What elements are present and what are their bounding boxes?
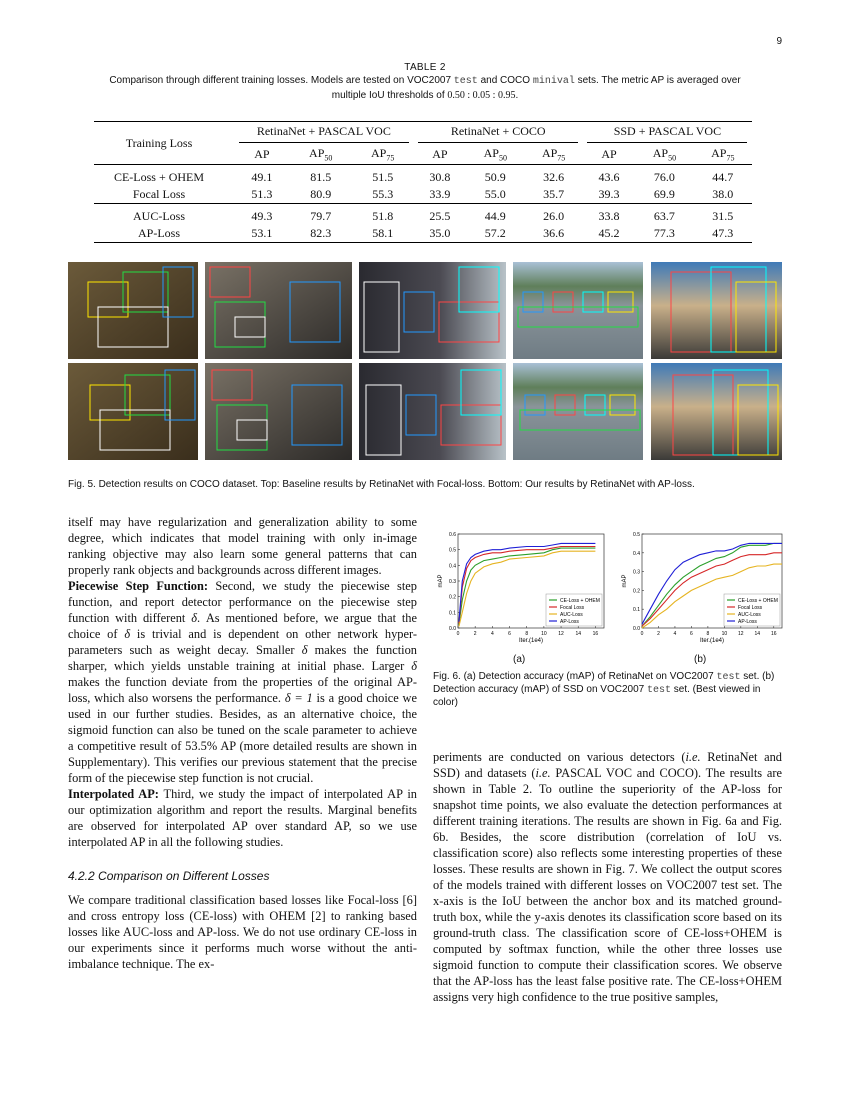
legend-entry: AUC-Loss: [560, 612, 583, 618]
detection-image: [205, 363, 352, 460]
x-tick-label: 4: [490, 631, 494, 637]
table-cell: 51.5: [372, 170, 394, 184]
table-cell: 39.3: [583, 186, 635, 204]
legend-entry: AP-Loss: [738, 619, 757, 625]
x-tick-label: 10: [541, 631, 547, 637]
table-cell: 57.2: [466, 225, 524, 243]
table-cell: 35.0: [414, 225, 466, 243]
table-cell: 33.8: [598, 209, 620, 223]
table-cell: 50.9: [484, 170, 506, 184]
row-label: CE-Loss + OHEM: [113, 170, 205, 184]
x-tick-label: 0: [640, 631, 644, 637]
metric-header: $AP_{75}$: [694, 144, 752, 165]
detection-image: [359, 363, 506, 460]
paragraph-interpolated: Interpolated AP: Third, we study the impact of interpolated AP in our optimization algorithm and report the results. Marginal benefits are observed for interpolated AP over standard AP, so we use interpolated AP in all the following studies.: [68, 787, 418, 849]
table-caption: Comparison through different training losses. Models are tested on VOC2007 test and COCO minival sets. The metric AP is averaged over multiple IoU thresholds of 0.50 : 0.05 : 0.95.: [109, 75, 741, 101]
table-cell: 77.3: [635, 225, 693, 243]
detection-image: [513, 363, 643, 460]
detection-image: [359, 262, 506, 359]
table-row: [94, 204, 752, 226]
legend-entry: CE-Loss + OHEM: [738, 598, 778, 604]
detection-image: [68, 262, 198, 359]
table-cell: 38.0: [694, 186, 752, 204]
row-label: AP-Loss: [94, 225, 224, 243]
subfigure-label-b: (b): [694, 654, 707, 665]
x-tick-label: 6: [508, 631, 511, 637]
y-tick-label: 0.0: [633, 626, 640, 632]
row-label: AUC-Loss: [132, 209, 185, 223]
paragraph: We compare traditional classification based losses like Focal-loss [6] and cross entropy loss (CE-loss) with OHEM [2] to ranking based losses like AUC-loss and AP-loss. We do not use ordinary CE-loss in our experiments since it performs much worse without the anti-imbalance technique. The ex-: [68, 893, 417, 971]
table-title: TABLE 2: [404, 62, 446, 73]
detection-image: [68, 363, 198, 460]
table-cell: 58.1: [352, 225, 414, 243]
detection-results-figure: [68, 262, 782, 472]
metric-header: $AP_{75}$: [524, 144, 582, 165]
table-cell: 55.3: [352, 186, 414, 204]
y-axis-label: mAP: [438, 574, 444, 588]
y-tick-label: 0.5: [449, 547, 456, 554]
x-tick-label: 8: [525, 631, 529, 637]
table-cell: 26.0: [543, 209, 565, 223]
table-cell: 79.7: [310, 209, 332, 223]
x-tick-label: 12: [558, 631, 564, 637]
y-tick-label: 0.2: [633, 588, 640, 595]
y-tick-label: 0.2: [449, 594, 456, 601]
table-cell: 53.1: [234, 225, 290, 243]
x-tick-label: 8: [706, 631, 710, 637]
group-header: RetinaNet + COCO: [418, 124, 578, 143]
right-column-text: [433, 749, 782, 1005]
x-tick-label: 16: [592, 631, 599, 637]
y-tick-label: 0.1: [449, 610, 456, 617]
table-cell: 55.0: [466, 186, 524, 204]
detection-image: [651, 262, 782, 359]
x-tick-label: 4: [673, 631, 677, 637]
results-table: [94, 121, 752, 243]
col-training-loss: Training Loss: [94, 122, 224, 165]
y-tick-label: 0.5: [633, 532, 640, 538]
x-axis-label: Iter.(1e4): [699, 638, 725, 644]
y-tick-label: 0.0: [449, 626, 456, 632]
metric-header: AP: [583, 144, 635, 165]
y-tick-label: 0.1: [633, 607, 640, 614]
group-header: RetinaNet + PASCAL VOC: [239, 124, 409, 143]
x-tick-label: 2: [473, 631, 477, 637]
paragraph: itself may have regularization and generalization ability to some degree, which indicates that model training with only in-image ranking objective may also learn some general patterns that can properly rank objects and backgrounds across different images.: [68, 515, 417, 577]
y-tick-label: 0.6: [449, 532, 456, 538]
y-tick-label: 0.4: [449, 563, 456, 570]
x-tick-label: 14: [575, 631, 582, 637]
table-cell: 63.7: [653, 209, 675, 223]
map-chart-ssd: [618, 528, 788, 650]
map-chart-retinanet: [434, 528, 610, 650]
table-cell: 51.3: [234, 186, 290, 204]
paragraph-piecewise: Piecewise Step Function: Second, we study the piecewise step function, and report detector performance on the piecewise step function with different δ. As mentioned before, we argue that the choice of δ is trivial and is dependent on other network hyper-parameters such as weight decay. Smaller δ makes the function sharper, which yields unstable training at initial phase. Larger δ makes the function deviate from the properties of the original AP-loss, which also worsens the performance. δ = 1 is a good choice we used in our further studies. Besides, as an alternative choice, the sigmoid function can also be tuned on the scale parameter to achieve a competitive result of 53.5% AP (more detailed results are shown in Supplementary). This verifies our previous statement that the precise form of the piecewise step function is not crucial.: [68, 579, 417, 785]
table-cell: 47.3: [694, 225, 752, 243]
table-cell: 30.8: [429, 170, 451, 184]
x-tick-label: 14: [754, 631, 761, 637]
table-cell: 36.6: [524, 225, 582, 243]
row-label: Focal Loss: [94, 186, 224, 204]
table-cell: 44.9: [484, 209, 506, 223]
x-tick-label: 6: [690, 631, 693, 637]
x-axis-label: Iter.(1e4): [518, 638, 544, 644]
table-cell: 25.5: [429, 209, 451, 223]
metric-header: $AP_{75}$: [352, 144, 414, 165]
spacer-cell: [224, 186, 234, 204]
x-tick-label: 12: [738, 631, 744, 637]
figure-5-caption: Fig. 5. Detection results on COCO dataset. Top: Baseline results by RetinaNet with Focal-loss. Bottom: Our results by RetinaNet with AP-loss.: [68, 479, 695, 490]
spacer-cell: [224, 225, 234, 243]
left-column-text: [68, 514, 417, 972]
table-cell: 35.7: [524, 186, 582, 204]
table-cell: 81.5: [310, 170, 332, 184]
detection-image: [651, 363, 782, 460]
x-tick-label: 16: [770, 631, 777, 637]
y-tick-label: 0.3: [449, 579, 456, 585]
table-cell: 45.2: [583, 225, 635, 243]
metric-header: $AP_{50}$: [635, 144, 693, 165]
table-cell: 76.0: [653, 170, 675, 184]
legend-entry: AUC-Loss: [738, 612, 761, 618]
x-tick-label: 10: [721, 631, 728, 637]
x-tick-label: 2: [657, 631, 660, 637]
table-cell: 82.3: [290, 225, 352, 243]
y-tick-label: 0.4: [633, 550, 640, 557]
table-cell: 43.6: [598, 170, 620, 184]
table-cell: 32.6: [543, 170, 565, 184]
metric-header: $AP_{50}$: [466, 144, 524, 165]
x-tick-label: 0: [456, 631, 460, 637]
y-tick-label: 0.3: [633, 569, 640, 576]
table-cell: 51.8: [372, 209, 394, 223]
table-cell: 49.3: [251, 209, 273, 223]
table-row: [94, 225, 752, 243]
metric-header: AP: [234, 144, 290, 165]
metric-header: $AP_{50}$: [290, 144, 352, 165]
detection-image: [205, 262, 352, 359]
spacer-cell: [224, 204, 234, 226]
detection-image: [513, 262, 643, 359]
legend-entry: Focal Loss: [738, 605, 763, 611]
table-cell: 49.1: [251, 170, 273, 184]
figure-6-caption: Fig. 6. (a) Detection accuracy (mAP) of RetinaNet on VOC2007 test set. (b) Detection accuracy (mAP) of SSD on VOC2007 test set. (Best viewed in color): [433, 671, 775, 708]
metric-header: AP: [414, 144, 466, 165]
table-cell: 44.7: [712, 170, 734, 184]
spacer-cell: [224, 165, 234, 187]
table-row: [94, 165, 752, 187]
table-cell: 33.9: [414, 186, 466, 204]
legend-entry: AP-Loss: [560, 619, 579, 625]
table-cell: 31.5: [712, 209, 734, 223]
y-axis-label: mAP: [622, 574, 628, 588]
table-cell: 69.9: [635, 186, 693, 204]
legend-entry: Focal Loss: [560, 605, 585, 611]
group-header: SSD + PASCAL VOC: [587, 124, 747, 143]
legend-entry: CE-Loss + OHEM: [560, 598, 600, 604]
subfigure-label-a: (a): [513, 654, 526, 665]
section-heading: 4.2.2 Comparison on Different Losses: [68, 869, 270, 883]
table-cell: 80.9: [290, 186, 352, 204]
table-row: [94, 186, 752, 204]
paragraph: periments are conducted on various detectors (i.e. RetinaNet and SSD) and datasets (i.e. PASCAL VOC and COCO). The results are shown in Table 2. To outline the superiority of the AP-loss for snapshot time points, we also evaluate the detection performances at different training iterations. The results are shown in Fig. 6a and Fig. 6b. Besides, the score distribution (correlation of IoU vs. classification score) also reflects some interesting properties of these losses. These results are shown in Fig. 7. We collect the output scores of the models trained with different losses on VOC2007 test set. The x-axis is the IoU between the anchor box and its matched ground-truth box, while the y-axis denotes its classification score based on its ground-truth class. The classification score of CE-loss+OHEM is computed by softmax function, while the other three losses use sigmoid function to compute their classification scores. We observe that the AP-loss has the least false positive rate. The CE-loss+OHEM assigns very high confidence to the true positive samples,: [433, 750, 782, 1004]
page-number: 9: [776, 36, 782, 47]
